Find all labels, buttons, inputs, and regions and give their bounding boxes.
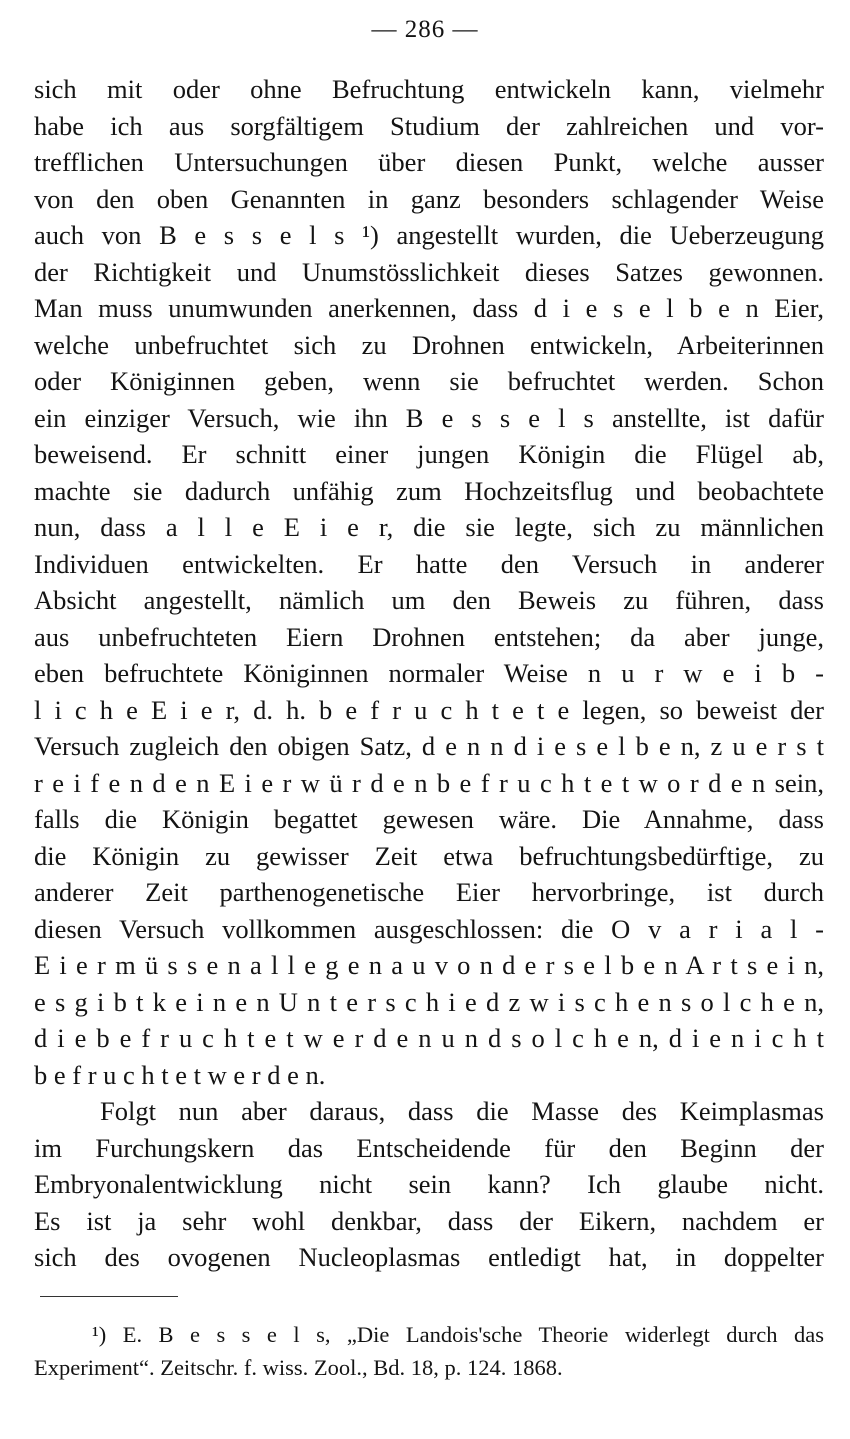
text-line: beweisend. Er schnitt einer jungen Königin die Flügel ab, — [34, 439, 824, 469]
text-line: Individuen entwickelten. Er hatte den Versuch in anderer — [34, 548, 824, 579]
text-line: sich mit oder ohne Befruchtung entwickeln kann, vielmehr — [34, 74, 824, 104]
text-line-paragraph-start: Folgt nun aber daraus, dass die Masse des Keimplasmas — [100, 1096, 824, 1126]
text-line: ein einziger Versuch, wie ihn B e s s e l s anstellte, ist dafür — [34, 402, 824, 433]
footnote-line: Experiment“. Zeitschr. f. wiss. Zool., Bd. 18, p. 124. 1868. — [34, 1355, 563, 1380]
text-line: habe ich aus sorgfältigem Studium der zahlreichen und vor- — [34, 110, 824, 141]
text-line: welche unbefruchtet sich zu Drohnen entwickeln, Arbeiterinnen — [34, 329, 824, 360]
text-line: der Richtigkeit und Unumstösslichkeit dieses Satzes gewonnen. — [34, 256, 824, 287]
text-line: Es ist ja sehr wohl denkbar, dass der Eikern, nachdem er — [34, 1205, 824, 1236]
text-line: Man muss unumwunden anerkennen, dass d i e s e l b e n Eier, — [34, 293, 824, 323]
text-line: trefflichen Untersuchungen über diesen Punkt, welche ausser — [34, 147, 824, 177]
text-line: sich des ovogenen Nucleoplasmas entledigt hat, in doppelter — [34, 1242, 824, 1272]
text-line: auch von B e s s e l s ¹) angestellt wurden, die Ueberzeugung — [34, 220, 824, 250]
text-line: nun, dass a l l e E i e r, die sie legte, sich zu männlichen — [34, 512, 824, 542]
text-line: l i c h e E i e r, d. h. b e f r u c h t e t e legen, so beweist der — [34, 694, 824, 725]
text-line: Embryonalentwicklung nicht sein kann? Ich glaube nicht. — [34, 1169, 824, 1199]
text-line: d i e b e f r u c h t e t w e r d e n u n d s o l c h e n, d i e n i c h t — [34, 1023, 824, 1053]
text-line: falls die Königin begattet gewesen wäre. Die Annahme, dass — [34, 804, 824, 834]
text-line: eben befruchtete Königinnen normaler Weise n u r w e i b - — [34, 658, 824, 688]
text-line: Versuch zugleich den obigen Satz, d e n n d i e s e l b e n, z u e r s t — [34, 731, 824, 761]
text-line: machte sie dadurch unfähig zum Hochzeitsflug und beobachtete — [34, 475, 824, 506]
text-line-paragraph-end: b e f r u c h t e t w e r d e n. — [34, 1059, 326, 1090]
text-line: e s g i b t k e i n e n U n t e r s c h i e d z w i s c h e n s o l c h e n, — [34, 986, 824, 1017]
text-line: r e i f e n d e n E i e r w ü r d e n b e f r u c h t e t w o r d e n sein, — [34, 767, 824, 798]
text-line: im Furchungskern das Entscheidende für den Beginn der — [34, 1132, 824, 1163]
text-line: aus unbefruchteten Eiern Drohnen entstehen; da aber junge, — [34, 621, 824, 652]
page-number: — 286 — — [371, 16, 479, 43]
footnotes — [34, 1318, 824, 1384]
text-line: von den oben Genannten in ganz besonders schlagender Weise — [34, 183, 824, 214]
text-line: Absicht angestellt, nämlich um den Beweis zu führen, dass — [34, 585, 824, 615]
text-line: E i e r m ü s s e n a l l e g e n a u v o n d e r s e l b e n A r t s e i n, — [34, 950, 824, 980]
text-line: diesen Versuch vollkommen ausgeschlossen: die O v a r i a l - — [34, 913, 824, 944]
footnote-divider — [40, 1296, 178, 1297]
body-text — [34, 71, 824, 1276]
text-line: anderer Zeit parthenogenetische Eier hervorbringe, ist durch — [34, 877, 824, 907]
footnote-line: ¹) E. B e s s e l s, „Die Landois'sche Theorie widerlegt durch das — [92, 1322, 824, 1347]
text-line: oder Königinnen geben, wenn sie befruchtet werden. Schon — [34, 366, 824, 396]
text-line: die Königin zu gewisser Zeit etwa befruchtungsbedürftige, zu — [34, 840, 824, 871]
